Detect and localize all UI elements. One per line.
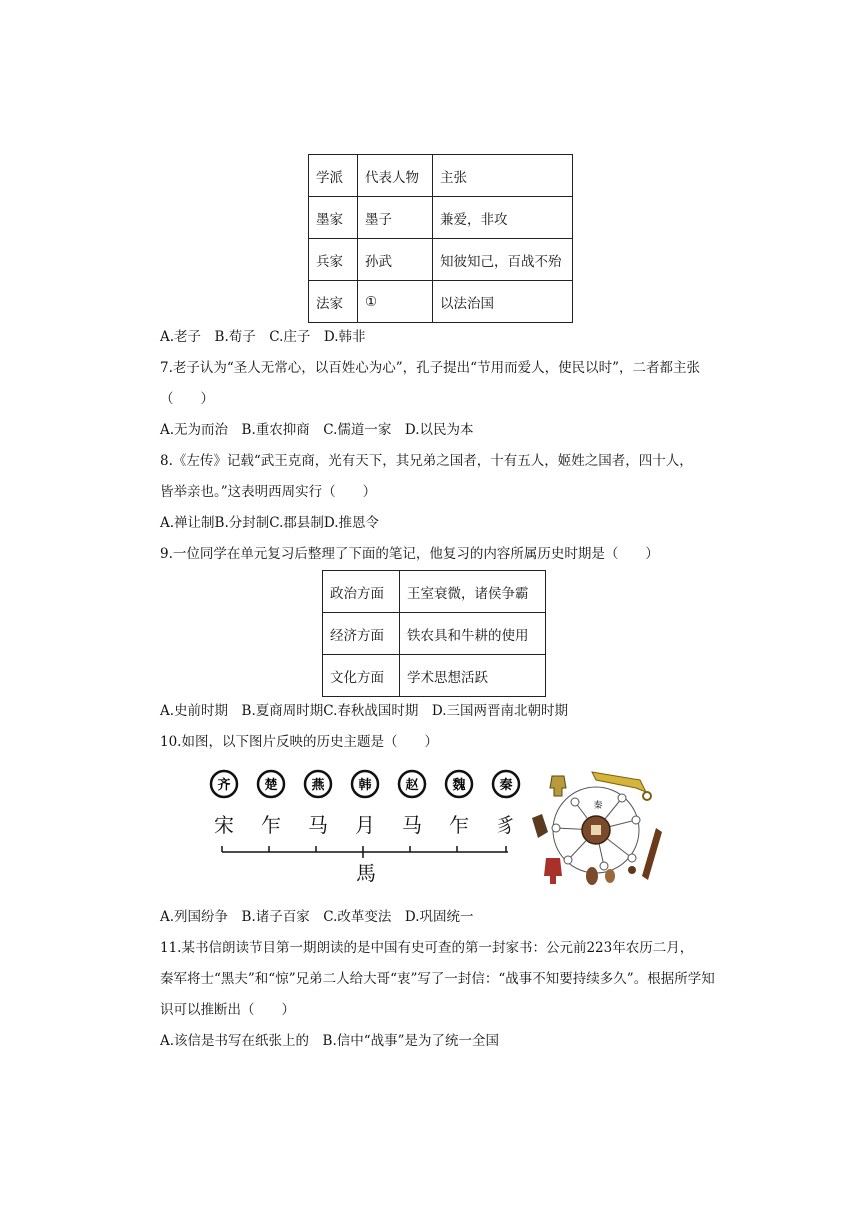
table-cell: 王室衰微，诸侯争霸 [400, 571, 546, 613]
table-cell: 以法治国 [433, 281, 573, 323]
q8-options: A.禅让制B.分封制C.郡县制D.推恩令 [160, 515, 380, 531]
table-cell: 法家 [309, 281, 358, 323]
state-circle [352, 771, 378, 797]
q10-options: A.列国纷争 B.诸子百家 C.改革变法 D.巩固统一 [160, 909, 474, 925]
seal-glyph: 月 [355, 813, 375, 837]
state-circle [399, 771, 425, 797]
q6-options: A.老子 B.荀子 C.庄子 D.韩非 [160, 329, 366, 345]
q9-stem: 9.一位同学在单元复习后整理了下面的笔记，他复习的内容所属历史时期是（ ） [160, 546, 659, 562]
q11-stem-line1: 11.某书信朗读节目第一期朗读的是中国有史可查的第一封家书：公元前223年农历二月， [160, 940, 694, 956]
state-circle [211, 771, 237, 797]
q7-stem-line1: 7.老子认为“圣人无常心，以百姓心为心”，孔子提出“节用而爱人，使民以时”，二者都主张 [160, 360, 700, 376]
q10-stem: 10.如图，以下图片反映的历史主题是（ ） [160, 734, 438, 750]
knife-coin-icon [642, 828, 662, 880]
table-row [309, 281, 573, 323]
state-name: 韩 [358, 778, 372, 793]
ant-nose-coin-icon [586, 867, 598, 885]
q11-stem-line3: 识可以推断出（ ） [160, 1002, 295, 1018]
seal-glyph: 豸 [496, 813, 516, 837]
unified-glyph: 馬 [356, 861, 376, 885]
state-name: 魏 [452, 778, 466, 793]
table-cell: 经济方面 [323, 613, 400, 655]
notes-table [322, 570, 546, 697]
q8-stem-line2: 皆举亲也。”这表明西周实行（ ） [160, 484, 377, 500]
unification-figure [200, 762, 670, 888]
state-circles [211, 771, 519, 797]
currency-unification-illustration [532, 772, 662, 885]
table-cell: 政治方面 [323, 571, 400, 613]
state-circle [305, 771, 331, 797]
table-cell: 学术思想活跃 [400, 655, 546, 697]
table-header-cell: 主张 [433, 155, 573, 197]
seal-glyph: 马 [402, 813, 422, 837]
table-row [309, 197, 573, 239]
state-circle [446, 771, 472, 797]
table-row [323, 571, 546, 613]
seal-script-glyphs [214, 813, 516, 837]
state-name: 赵 [405, 778, 419, 793]
seal-glyph: 乍 [449, 813, 469, 837]
ant-nose-coin-icon [605, 869, 615, 883]
table-cell: 知彼知己，百战不殆 [433, 239, 573, 281]
state-name: 楚 [264, 778, 278, 793]
q7-stem-line2: （ ） [160, 391, 214, 407]
q11-options: A.该信是书写在纸张上的 B.信中“战事”是为了统一全国 [160, 1033, 500, 1049]
spade-coin-icon [544, 858, 562, 884]
bracket-line [222, 846, 508, 858]
round-coin-icon [628, 866, 636, 874]
table-cell: 墨家 [309, 197, 358, 239]
table-header-cell: 代表人物 [358, 155, 433, 197]
table-cell: 兵家 [309, 239, 358, 281]
state-circle [258, 771, 284, 797]
seal-glyph: 马 [308, 813, 328, 837]
table-cell: 兼爱，非攻 [433, 197, 573, 239]
state-name: 齐 [217, 778, 231, 793]
table-row [323, 613, 546, 655]
table-row [323, 655, 546, 697]
state-name: 秦 [499, 778, 513, 793]
table-row [309, 155, 573, 197]
table-cell: 文化方面 [323, 655, 400, 697]
table-cell: 孙武 [358, 239, 433, 281]
state-circle [493, 771, 519, 797]
table-row [309, 239, 573, 281]
table-header-cell: 学派 [309, 155, 358, 197]
spade-coin-icon [532, 814, 548, 838]
center-label: 秦 [593, 800, 603, 810]
spade-coin-icon [550, 776, 566, 796]
seal-glyph: 乍 [261, 813, 281, 837]
q8-stem-line1: 8.《左传》记载“武王克商，光有天下，其兄弟之国者，十有五人，姬姓之国者，四十人， [160, 453, 693, 469]
q9-options: A.史前时期 B.夏商周时期C.春秋战国时期 D.三国两晋南北朝时期 [160, 703, 569, 719]
table-cell: 铁农具和牛耕的使用 [400, 613, 546, 655]
knife-coin-icon [592, 772, 646, 792]
school-thought-table [308, 154, 573, 323]
table-cell: 墨子 [358, 197, 433, 239]
state-name: 燕 [311, 778, 325, 793]
q7-options: A.无为而治 B.重农抑商 C.儒道一家 D.以民为本 [160, 422, 474, 438]
seal-glyph: 宋 [214, 813, 234, 837]
table-cell: ① [358, 281, 433, 323]
q11-stem-line2: 秦军将士“黑夫”和“惊”兄弟二人给大哥“衷”写了一封信：“战事不知要持续多久”。根据所学知 [160, 971, 715, 987]
